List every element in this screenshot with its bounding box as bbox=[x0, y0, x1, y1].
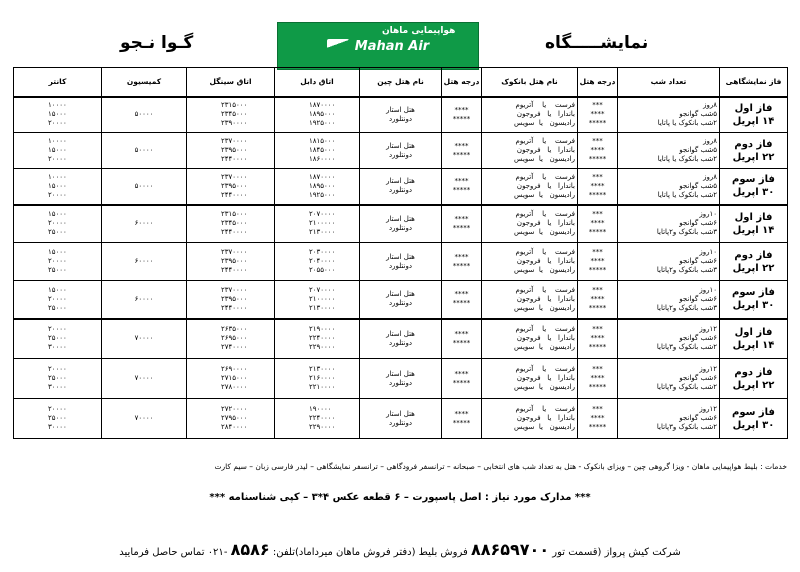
china-hotel-cell: هتل استار دونتلورد bbox=[360, 169, 442, 205]
phase-cell: فاز دوم ۲۲ اپریل bbox=[720, 133, 788, 169]
double-room-cell: ۱۹۰۰۰۰ ۲۲۴۰۰۰۰ ۲۲۹۰۰۰۰ bbox=[275, 399, 360, 439]
single-room-cell: ۲۳۷۰۰۰۰ ۲۳۹۵۰۰۰ ۲۴۴۰۰۰۰ bbox=[187, 243, 275, 281]
double-room-cell: ۱۸۱۵۰۰۰ ۱۸۴۵۰۰۰ ۱۸۶۰۰۰۰ bbox=[275, 133, 360, 169]
col-header: اتاق سینگل bbox=[187, 68, 275, 97]
china-stars-cell: **** ***** bbox=[442, 281, 482, 319]
counter-cell: ۱۵۰۰۰ ۲۰۰۰۰ ۲۵۰۰۰ bbox=[14, 243, 102, 281]
page-header bbox=[0, 0, 800, 68]
commission-cell: ۷۰۰۰۰ bbox=[102, 319, 187, 359]
services-note: خدمات : بلیط هواپیمایی ماهان - ویزا گروهی چین – ویزای بانکوک - هتل به تعداد شب های انتخابی – صبحانه – ترانسفر فرودگاهی – ترانسفر نمایشگاهی – لیدر فارسی زبان – سیم کارت bbox=[214, 462, 787, 471]
commission-cell: ۶۰۰۰۰ bbox=[102, 281, 187, 319]
counter-cell: ۱۵۰۰۰ ۲۰۰۰۰ ۲۵۰۰۰ bbox=[14, 205, 102, 243]
table-row bbox=[14, 243, 788, 281]
bangkok-stars-cell: *** **** ***** bbox=[578, 169, 618, 205]
single-room-cell: ۲۳۱۵۰۰۰ ۲۳۴۵۰۰۰ ۲۳۹۰۰۰۰ bbox=[187, 97, 275, 133]
nights-cell: ۱۰روز ۶شب گوانجو ۳شب بانکوک و۲پاتایا bbox=[618, 281, 720, 319]
commission-cell: ۶۰۰۰۰ bbox=[102, 243, 187, 281]
phase-cell: فاز دوم ۲۲ اپریل bbox=[720, 243, 788, 281]
double-room-cell: ۲۱۳۰۰۰۰ ۲۱۶۰۰۰۰ ۲۲۱۰۰۰۰ bbox=[275, 359, 360, 399]
nights-cell: ۱۰روز ۶شب گوانجو ۳شب بانکوک و۲پاتایا bbox=[618, 243, 720, 281]
double-room-cell: ۲۰۳۰۰۰۰ ۲۰۴۰۰۰۰ ۲۰۵۵۰۰۰ bbox=[275, 243, 360, 281]
contact-closing: -۰۲۱ تماس حاصل فرمایید bbox=[119, 547, 231, 558]
bangkok-hotel-cell: فرست یا آتریوم باندارا یا فروجون رادیسون یا سویس bbox=[482, 399, 578, 439]
counter-cell: ۱۰۰۰۰ ۱۵۰۰۰ ۲۰۰۰۰ bbox=[14, 97, 102, 133]
phase-cell: فاز سوم ۳۰ اپریل bbox=[720, 281, 788, 319]
bangkok-stars-cell: *** **** ***** bbox=[578, 359, 618, 399]
single-room-cell: ۲۳۷۰۰۰۰ ۲۳۹۵۰۰۰ ۲۴۴۰۰۰۰ bbox=[187, 133, 275, 169]
counter-cell: ۱۰۰۰۰ ۱۵۰۰۰ ۲۰۰۰۰ bbox=[14, 169, 102, 205]
phase-cell: فاز سوم ۳۰ اپریل bbox=[720, 169, 788, 205]
china-stars-cell: **** ***** bbox=[442, 319, 482, 359]
bangkok-stars-cell: *** **** ***** bbox=[578, 319, 618, 359]
table-row bbox=[14, 205, 788, 243]
bangkok-stars-cell: *** **** ***** bbox=[578, 243, 618, 281]
bangkok-stars-cell: *** **** ***** bbox=[578, 399, 618, 439]
price-table bbox=[13, 67, 788, 439]
nights-cell: ۱۲روز ۶شب گوانجو ۲شب بانکوک و۳پاتایا bbox=[618, 399, 720, 439]
bangkok-stars-cell: *** **** ***** bbox=[578, 281, 618, 319]
bangkok-hotel-cell: فرست یا آتریوم باندارا یا فروجون رادیسون یا سویس bbox=[482, 133, 578, 169]
bangkok-hotel-cell: فرست یا آتریوم باندارا یا فروجون رادیسون یا سویس bbox=[482, 281, 578, 319]
china-hotel-cell: هتل استار دونتلورد bbox=[360, 133, 442, 169]
single-room-cell: ۲۷۲۰۰۰۰ ۲۷۹۵۰۰۰ ۲۸۴۰۰۰۰ bbox=[187, 399, 275, 439]
china-stars-cell: **** ***** bbox=[442, 169, 482, 205]
phase-cell: فاز سوم ۳۰ اپریل bbox=[720, 399, 788, 439]
commission-cell: ۷۰۰۰۰ bbox=[102, 399, 187, 439]
china-hotel-cell: هتل استار دونتلورد bbox=[360, 205, 442, 243]
logo-persian-text: هواپیمایی ماهان bbox=[382, 26, 456, 36]
table-row bbox=[14, 319, 788, 359]
col-header: فاز نمایشگاهی bbox=[720, 68, 788, 97]
col-header: نام هتل بانکوک bbox=[482, 68, 578, 97]
bangkok-hotel-cell: فرست یا آتریوم باندارا یا فروجون رادیسون یا سویس bbox=[482, 359, 578, 399]
single-room-cell: ۲۳۷۰۰۰۰ ۲۳۹۵۰۰۰ ۲۴۴۰۰۰۰ bbox=[187, 281, 275, 319]
nights-cell: ۱۲روز ۶شب گوانجو ۲شب بانکوک و۳پاتایا bbox=[618, 359, 720, 399]
col-header: تعداد شب bbox=[618, 68, 720, 97]
counter-cell: ۲۰۰۰۰ ۲۵۰۰۰ ۳۰۰۰۰ bbox=[14, 399, 102, 439]
china-stars-cell: **** ***** bbox=[442, 205, 482, 243]
table-row bbox=[14, 169, 788, 205]
single-room-cell: ۲۳۱۵۰۰۰ ۲۳۴۵۰۰۰ ۲۴۴۰۰۰۰ bbox=[187, 205, 275, 243]
contact-info bbox=[0, 540, 800, 559]
commission-cell: ۵۰۰۰۰ bbox=[102, 169, 187, 205]
counter-cell: ۲۰۰۰۰ ۲۵۰۰۰ ۳۰۰۰۰ bbox=[14, 359, 102, 399]
table-row bbox=[14, 359, 788, 399]
bangkok-stars-cell: *** **** ***** bbox=[578, 97, 618, 133]
bangkok-hotel-cell: فرست یا آتریوم باندارا یا فروجون رادیسون یا سویس bbox=[482, 97, 578, 133]
china-stars-cell: **** ***** bbox=[442, 97, 482, 133]
col-header: کانتر bbox=[14, 68, 102, 97]
col-header: اتاق دابل bbox=[275, 68, 360, 97]
china-hotel-cell: هتل استار دونتلورد bbox=[360, 399, 442, 439]
double-room-cell: ۲۱۹۰۰۰۰ ۲۲۴۰۰۰۰ ۲۲۹۰۰۰۰ bbox=[275, 319, 360, 359]
phase-cell: فاز اول ۱۴ اپریل bbox=[720, 97, 788, 133]
china-hotel-cell: هتل استار دونتلورد bbox=[360, 97, 442, 133]
bangkok-stars-cell: *** **** ***** bbox=[578, 205, 618, 243]
single-room-cell: ۲۳۷۰۰۰۰ ۲۳۹۵۰۰۰ ۲۴۴۰۰۰۰ bbox=[187, 169, 275, 205]
contact-office: فروش بلیط (دفتر فروش ماهان میرداماد)تلفن: bbox=[269, 547, 471, 558]
china-hotel-cell: هتل استار دونتلورد bbox=[360, 319, 442, 359]
office-phone-number: ۸۵۸۶ bbox=[230, 540, 270, 559]
commission-cell: ۷۰۰۰۰ bbox=[102, 359, 187, 399]
title-city: گـوا نـجو bbox=[120, 33, 194, 53]
table-row bbox=[14, 97, 788, 133]
commission-cell: ۵۰۰۰۰ bbox=[102, 133, 187, 169]
col-header: درجه هتل bbox=[578, 68, 618, 97]
phase-cell: فاز دوم ۲۲ اپریل bbox=[720, 359, 788, 399]
table-row bbox=[14, 281, 788, 319]
china-stars-cell: **** ***** bbox=[442, 359, 482, 399]
table-header-row bbox=[14, 68, 788, 97]
china-stars-cell: **** ***** bbox=[442, 133, 482, 169]
nights-cell: ۸روز ۵شب گوانجو ۲شب بانکوک یا پاتایا bbox=[618, 133, 720, 169]
col-header: کمیسیون bbox=[102, 68, 187, 97]
col-header: نام هتل چین bbox=[360, 68, 442, 97]
nights-cell: ۱۰روز ۶شب گوانجو ۳شب بانکوک و۲پاتایا bbox=[618, 205, 720, 243]
counter-cell: ۱۰۰۰۰ ۱۵۰۰۰ ۲۰۰۰۰ bbox=[14, 133, 102, 169]
bangkok-hotel-cell: فرست یا آتریوم باندارا یا فروجون رادیسون یا سویس bbox=[482, 243, 578, 281]
nights-cell: ۸روز ۵شب گوانجو ۲شب بانکوک یا پاتایا bbox=[618, 97, 720, 133]
commission-cell: ۵۰۰۰۰ bbox=[102, 97, 187, 133]
bangkok-stars-cell: *** **** ***** bbox=[578, 133, 618, 169]
china-hotel-cell: هتل استار دونتلورد bbox=[360, 243, 442, 281]
logo-english-text: Mahan Air bbox=[354, 38, 430, 54]
double-room-cell: ۲۰۷۰۰۰۰ ۲۱۰۰۰۰۰ ۲۱۳۰۰۰۰ bbox=[275, 205, 360, 243]
nights-cell: ۱۲روز ۶شب گوانجو ۲شب بانکوک و۳پاتایا bbox=[618, 319, 720, 359]
single-room-cell: ۲۶۳۵۰۰۰ ۲۶۹۵۰۰۰ ۲۷۴۰۰۰۰ bbox=[187, 319, 275, 359]
double-room-cell: ۱۸۷۰۰۰۰ ۱۸۹۵۰۰۰ ۱۹۲۵۰۰۰ bbox=[275, 169, 360, 205]
bangkok-hotel-cell: فرست یا آتریوم باندارا یا فروجون رادیسون یا سویس bbox=[482, 169, 578, 205]
phase-cell: فاز اول ۱۴ اپریل bbox=[720, 319, 788, 359]
required-documents: *** مدارک مورد نیاز : اصل پاسپورت – ۶ قطعه عکس ۴*۳ – کپی شناسنامه *** bbox=[209, 492, 591, 503]
single-room-cell: ۲۶۹۰۰۰۰ ۲۷۱۵۰۰۰ ۲۷۸۰۰۰۰ bbox=[187, 359, 275, 399]
double-room-cell: ۲۰۷۰۰۰۰ ۲۱۰۰۰۰۰ ۲۱۳۰۰۰۰ bbox=[275, 281, 360, 319]
contact-company: شرکت کیش پرواز (قسمت تور bbox=[549, 547, 681, 558]
counter-cell: ۲۰۰۰۰ ۲۵۰۰۰ ۳۰۰۰۰ bbox=[14, 319, 102, 359]
table-row bbox=[14, 399, 788, 439]
bangkok-hotel-cell: فرست یا آتریوم باندارا یا فروجون رادیسون یا سویس bbox=[482, 205, 578, 243]
double-room-cell: ۱۸۷۰۰۰۰ ۱۸۹۵۰۰۰ ۱۹۲۵۰۰۰ bbox=[275, 97, 360, 133]
airline-wing-icon bbox=[327, 39, 349, 53]
table-row bbox=[14, 133, 788, 169]
china-hotel-cell: هتل استار دونتلورد bbox=[360, 359, 442, 399]
nights-cell: ۸روز ۵شب گوانجو ۲شب بانکوک یا پاتایا bbox=[618, 169, 720, 205]
china-hotel-cell: هتل استار دونتلورد bbox=[360, 281, 442, 319]
commission-cell: ۶۰۰۰۰ bbox=[102, 205, 187, 243]
tour-phone-number: ۸۸۶۵۹۷۰۰ bbox=[470, 540, 550, 559]
title-exhibition: نمایشـــــگاه bbox=[545, 33, 649, 53]
phase-cell: فاز اول ۱۴ اپریل bbox=[720, 205, 788, 243]
counter-cell: ۱۵۰۰۰ ۲۰۰۰۰ ۲۵۰۰۰ bbox=[14, 281, 102, 319]
mahan-air-logo bbox=[277, 22, 479, 70]
china-stars-cell: **** ***** bbox=[442, 399, 482, 439]
bangkok-hotel-cell: فرست یا آتریوم باندارا یا فروجون رادیسون یا سویس bbox=[482, 319, 578, 359]
china-stars-cell: **** ***** bbox=[442, 243, 482, 281]
col-header: درجه هتل bbox=[442, 68, 482, 97]
